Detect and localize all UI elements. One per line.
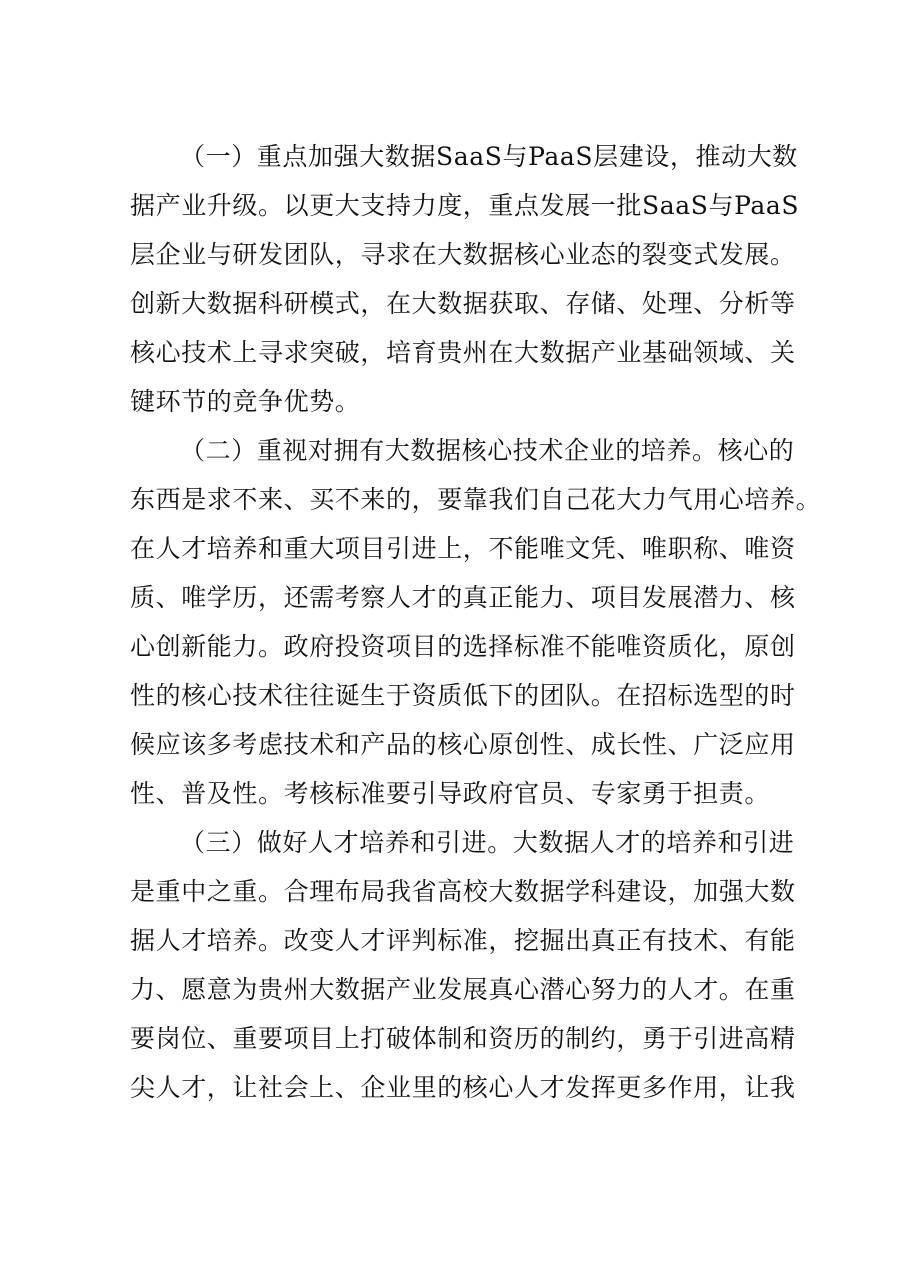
paragraph-3-line-6: 尖人才，让社会上、企业里的核心人才发挥更多作用，让我	[130, 1073, 796, 1102]
paragraph-1-line-3: 层企业与研发团队，寻求在大数据核心业态的裂变式发展。	[130, 240, 796, 269]
paragraph-2-line-2: 东西是求不来、买不来的，要靠我们自己花大力气用心培养。	[130, 485, 822, 514]
paragraph-3-line-1: （三）做好人才培养和引进。大数据人才的培养和引进	[180, 828, 795, 857]
paragraph-3-line-5: 要岗位、重要项目上打破体制和资历的制约，勇于引进高精	[130, 1024, 796, 1053]
paragraph-3-line-3: 据人才培养。改变人才评判标准，挖掘出真正有技术、有能	[130, 926, 796, 955]
paragraph-2-line-8: 性、普及性。考核标准要引导政府官员、专家勇于担责。	[130, 779, 771, 808]
paragraph-1-line-6: 键环节的竞争优势。	[130, 387, 361, 416]
paragraph-2-line-5: 心创新能力。政府投资项目的选择标准不能唯资质化，原创	[130, 632, 796, 661]
paragraph-3-line-4: 力、愿意为贵州大数据产业发展真心潜心努力的人才。在重	[130, 975, 796, 1004]
paragraph-1-line-2: 据产业升级。以更大支持力度，重点发展一批SaaS与PaaS	[130, 191, 800, 220]
paragraph-2-line-4: 质、唯学历，还需考察人才的真正能力、项目发展潜力、核	[130, 583, 796, 612]
paragraph-2-line-3: 在人才培养和重大项目引进上，不能唯文凭、唯职称、唯资	[130, 534, 796, 563]
paragraph-1-line-4: 创新大数据科研模式，在大数据获取、存储、处理、分析等	[130, 289, 796, 318]
paragraph-2-line-1: （二）重视对拥有大数据核心技术企业的培养。核心的	[180, 436, 795, 465]
paragraph-1-line-5: 核心技术上寻求突破，培育贵州在大数据产业基础领域、关	[130, 338, 796, 367]
paragraph-1-line-1: （一）重点加强大数据SaaS与PaaS层建设，推动大数	[180, 142, 798, 171]
paragraph-2-line-7: 候应该多考虑技术和产品的核心原创性、成长性、广泛应用	[130, 730, 796, 759]
paragraph-2-line-6: 性的核心技术往往诞生于资质低下的团队。在招标选型的时	[130, 681, 796, 710]
paragraph-3-line-2: 是重中之重。合理布局我省高校大数据学科建设，加强大数	[130, 877, 796, 906]
